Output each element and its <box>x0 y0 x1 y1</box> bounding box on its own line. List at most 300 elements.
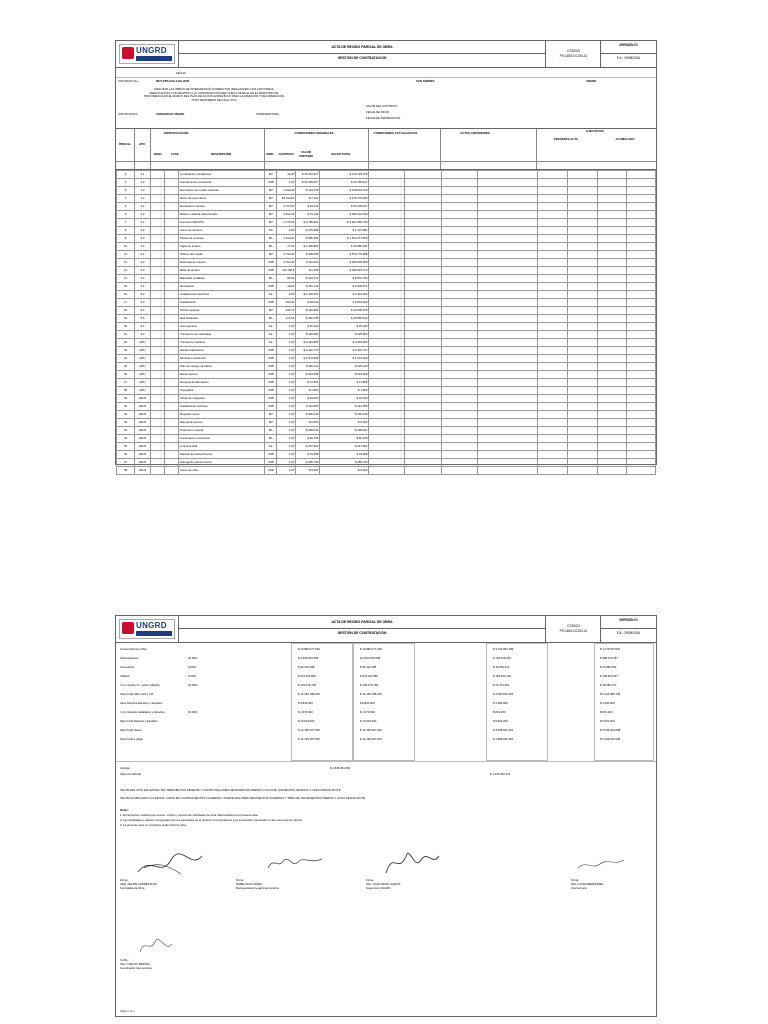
table-cell <box>597 275 626 283</box>
table-cell: APU2 <box>135 467 151 475</box>
table-cell <box>537 179 567 187</box>
table-cell <box>567 419 597 427</box>
table-cell <box>369 227 405 235</box>
table-cell <box>626 347 655 355</box>
table-cell <box>441 243 477 251</box>
table-cell <box>441 323 477 331</box>
table-cell: $ 2.785.961 <box>296 219 320 227</box>
table-cell: 4.1 <box>135 251 151 259</box>
table-cell: $ 4.947.866.736 <box>320 219 369 227</box>
amortized-label: Valor Amortizado <box>120 772 142 776</box>
table-cell <box>151 395 165 403</box>
table-cell <box>405 251 441 259</box>
document-subtitle: GESTIÓN DE CONTRATACIÓN <box>337 56 387 60</box>
summary-cell: $ 14.184.788.215 <box>298 692 320 696</box>
table-cell <box>597 235 626 243</box>
summary-cell: $ 1.679.600 <box>360 710 375 714</box>
table-cell <box>567 283 597 291</box>
table-cell: $ 26.556.632 <box>320 315 369 323</box>
table-cell <box>369 387 405 395</box>
table-cell <box>537 315 567 323</box>
table-cell <box>165 387 179 395</box>
contract-value-label: VALOR DEL CONTRATO <box>366 104 398 108</box>
logo-bar <box>136 631 172 636</box>
table-cell: 2.763,00 <box>277 259 296 267</box>
table-cell: APU <box>135 371 151 379</box>
table-cell: $ 267.962 <box>296 443 320 451</box>
table-cell <box>369 251 405 259</box>
table-cell <box>405 235 441 243</box>
items-table <box>116 170 656 475</box>
table-cell <box>537 171 567 179</box>
summary-cell: $ 813.200 <box>600 710 613 714</box>
summary-cell: 23,90% <box>188 656 198 660</box>
table-cell: $ 2.285 <box>296 267 320 275</box>
table-cell <box>151 355 165 363</box>
summary-cell: $ 5.093.200 <box>600 719 615 723</box>
table-cell: 13 <box>117 267 135 275</box>
table-cell: APU2 <box>135 419 151 427</box>
table-cell <box>369 235 405 243</box>
table-cell <box>165 411 179 419</box>
table-cell <box>597 443 626 451</box>
table-cell <box>626 171 655 179</box>
amortized-row <box>120 772 652 776</box>
table-cell <box>151 323 165 331</box>
table-cell <box>626 379 655 387</box>
table-cell <box>405 403 441 411</box>
table-cell: 8 <box>117 227 135 235</box>
signature-3-ink <box>381 848 441 878</box>
table-cell: $ 4.494.965 <box>320 339 369 347</box>
table-cell <box>151 371 165 379</box>
table-cell: $ 7.431 <box>296 195 320 203</box>
summary-cell: Utilidad <box>120 674 130 678</box>
table-row <box>117 435 656 443</box>
table-cell: Pilotes de concreto <box>179 235 265 243</box>
table-cell: Instalaciones eléctricas <box>179 291 265 299</box>
table-cell: $ 634.908 <box>320 371 369 379</box>
table-cell <box>369 459 405 467</box>
table-cell: 33 <box>117 427 135 435</box>
table-cell: $ 8.872.792 <box>320 275 369 283</box>
table-cell: $ 2.401.064 <box>320 291 369 299</box>
table-cell: Rampa de acceso <box>179 419 265 427</box>
table-row <box>117 179 656 187</box>
table-cell <box>165 427 179 435</box>
table-cell <box>626 419 655 427</box>
table-cell: Tablero del muelle <box>179 251 265 259</box>
table-cell <box>537 387 567 395</box>
table-cell <box>151 251 165 259</box>
table-cell <box>405 307 441 315</box>
table-cell <box>597 379 626 387</box>
table-cell <box>477 267 537 275</box>
summary-cell: $ 8.840.000 <box>360 701 375 705</box>
table-cell <box>626 323 655 331</box>
table-cell: 3.4 <box>135 243 151 251</box>
table-cell <box>151 459 165 467</box>
table-cell: $ 239.041 <box>296 427 320 435</box>
table-cell <box>626 203 655 211</box>
table-cell <box>477 403 537 411</box>
table-cell <box>441 411 477 419</box>
summary-cell: $ 14.195.307.815 <box>360 728 382 732</box>
table-cell: ML <box>265 235 277 243</box>
table-cell: Cierre de obra <box>179 467 265 475</box>
table-cell <box>165 323 179 331</box>
table-cell: $ 4.494.965 <box>296 339 320 347</box>
table-cell <box>151 283 165 291</box>
table-cell: 9 <box>117 235 135 243</box>
table-cell <box>597 227 626 235</box>
table-cell <box>441 171 477 179</box>
table-cell <box>441 315 477 323</box>
table-cell <box>477 451 537 459</box>
summary-cell: $ 39.680.270 <box>600 683 617 687</box>
col-accumulated: ACUMULADO <box>615 137 635 141</box>
table-cell <box>567 291 597 299</box>
table-cell <box>567 331 597 339</box>
table-cell <box>151 315 165 323</box>
table-cell: 5 <box>117 203 135 211</box>
table-cell: 174,64 <box>277 315 296 323</box>
start-date-label: FECHA DE INICIO <box>366 110 390 114</box>
table-cell <box>441 403 477 411</box>
table-cell: APU <box>135 379 151 387</box>
summary-cell: $ 5.449.643.938 <box>600 728 621 732</box>
summary-row <box>118 737 654 741</box>
summary-cell: $ 748.228.263 <box>493 656 511 660</box>
table-cell: 111.158,5 <box>277 267 296 275</box>
table-cell <box>567 267 597 275</box>
table-cell: 1,00 <box>277 379 296 387</box>
table-cell <box>369 203 405 211</box>
table-cell <box>537 251 567 259</box>
summary-cell: $ 5.444.550.738 <box>600 692 621 696</box>
table-cell <box>597 243 626 251</box>
table-cell <box>441 363 477 371</box>
summary-cell: $ 14.184.788.215 <box>360 692 382 696</box>
table-cell: 16 <box>117 291 135 299</box>
summary-cell: Valor Total Diseños y Estudios <box>120 719 158 723</box>
table-cell <box>597 331 626 339</box>
table-cell <box>405 395 441 403</box>
table-cell <box>537 299 567 307</box>
table-cell <box>165 299 179 307</box>
table-cell <box>597 339 626 347</box>
table-cell <box>369 371 405 379</box>
table-cell <box>626 291 655 299</box>
table-cell: $ 161.143 <box>296 283 320 291</box>
table-cell <box>441 179 477 187</box>
table-cell <box>626 187 655 195</box>
table-cell: APU2 <box>135 459 151 467</box>
table-cell <box>597 435 626 443</box>
summary-cell: $ 3.130.662.189 <box>493 647 514 651</box>
table-cell: 64.159,61 <box>277 195 296 203</box>
table-cell <box>567 451 597 459</box>
table-cell: UND <box>265 355 277 363</box>
table-cell: $ 276.996 <box>296 227 320 235</box>
table-cell <box>597 395 626 403</box>
table-cell <box>165 275 179 283</box>
table-cell <box>567 403 597 411</box>
table-cell: UND <box>265 283 277 291</box>
table-row <box>117 443 656 451</box>
table-cell: 26 <box>117 371 135 379</box>
table-cell <box>405 459 441 467</box>
table-cell: M2 <box>265 419 277 427</box>
table-cell <box>597 203 626 211</box>
table-cell: $ 23.155.527 <box>320 179 369 187</box>
logo-bar <box>136 56 172 61</box>
table-cell <box>477 219 537 227</box>
table-cell <box>567 171 597 179</box>
table-cell: UND <box>265 467 277 475</box>
summary-row <box>118 656 654 660</box>
table-cell <box>441 379 477 387</box>
summary-cell: 19,00% <box>188 683 198 687</box>
table-cell: 17,00 <box>277 243 296 251</box>
table-cell: $ 267.962 <box>320 443 369 451</box>
table-cell: $ 634.908 <box>296 371 320 379</box>
table-cell: 136,72 <box>277 307 296 315</box>
table-cell <box>597 171 626 179</box>
document-title: ACTA DE RECIBO PARCIAL DE OBRA <box>331 45 393 49</box>
table-cell <box>626 211 655 219</box>
table-cell <box>537 323 567 331</box>
table-cell <box>477 315 537 323</box>
table-cell <box>477 459 537 467</box>
table-cell: Buceo técnico <box>179 371 265 379</box>
summary-cell: $ 4.280.000 <box>600 701 615 705</box>
table-cell: 2 <box>117 179 135 187</box>
table-cell <box>537 459 567 467</box>
table-cell <box>405 411 441 419</box>
summary-cell: Valor Diseños Estudios y Estudios <box>120 701 163 705</box>
table-cell <box>537 235 567 243</box>
table-cell: 1.1 <box>135 171 151 179</box>
table-cell: GL <box>265 331 277 339</box>
table-cell <box>597 411 626 419</box>
table-cell <box>477 307 537 315</box>
table-cell <box>151 299 165 307</box>
table-cell <box>537 275 567 283</box>
table-cell: 1.776,00 <box>277 219 296 227</box>
table-cell <box>567 387 597 395</box>
table-cell: UND <box>265 259 277 267</box>
table-cell <box>369 259 405 267</box>
table-cell <box>597 307 626 315</box>
table-cell <box>537 419 567 427</box>
table-cell: Entrega de planos récord <box>179 459 265 467</box>
table-cell <box>537 435 567 443</box>
table-cell <box>567 275 597 283</box>
table-cell: M3 <box>265 211 277 219</box>
table-cell <box>477 235 537 243</box>
table-cell <box>477 171 537 179</box>
table-cell: 1,00 <box>277 355 296 363</box>
table-cell: 18,00 <box>277 283 296 291</box>
table-cell: 37 <box>117 459 135 467</box>
table-cell: 19 <box>117 315 135 323</box>
table-cell <box>405 331 441 339</box>
table-cell <box>597 419 626 427</box>
summary-cell: $ 4.280.000 <box>493 701 508 705</box>
table-cell <box>626 219 655 227</box>
note-2: 2. Las cantidades y valores consignados son los ejecutados en el periodo correspondiente y se encuentran soportados en las memorias de cálculo. <box>120 818 303 822</box>
table-cell <box>165 331 179 339</box>
table-cell <box>441 291 477 299</box>
table-cell <box>626 411 655 419</box>
table-cell <box>165 171 179 179</box>
table-cell <box>151 171 165 179</box>
table-cell <box>597 323 626 331</box>
table-cell: 1.4 <box>135 195 151 203</box>
table-cell: $ 23.155.527 <box>296 179 320 187</box>
table-cell <box>477 435 537 443</box>
table-cell: GL <box>265 291 277 299</box>
table-cell <box>537 427 567 435</box>
table-cell: 2.743,00 <box>277 251 296 259</box>
table-cell: UND <box>265 451 277 459</box>
table-cell <box>477 251 537 259</box>
table-cell <box>165 259 179 267</box>
summary-cell: $ 14.195.307.815 <box>360 737 382 741</box>
table-cell <box>151 451 165 459</box>
table-cell: $ 1.800 <box>296 387 320 395</box>
table-cell <box>626 331 655 339</box>
table-cell <box>626 315 655 323</box>
table-cell <box>537 243 567 251</box>
table-cell <box>567 323 597 331</box>
table-cell <box>441 219 477 227</box>
table-cell <box>477 347 537 355</box>
table-cell <box>405 259 441 267</box>
table-cell: 6.2 <box>135 331 151 339</box>
table-cell: Bitas de amarre <box>179 267 265 275</box>
table-cell: Pintura epóxica <box>179 307 265 315</box>
table-cell <box>151 467 165 475</box>
table-cell <box>567 243 597 251</box>
table-cell: 100,00 <box>277 299 296 307</box>
table-cell: $ 1.672.409 <box>320 355 369 363</box>
table-row <box>117 459 656 467</box>
table-cell <box>151 419 165 427</box>
table-cell: $ 82.435 <box>320 435 369 443</box>
table-cell: Barandas metálicas <box>179 275 265 283</box>
summary-row <box>118 665 654 669</box>
summary-cell: I.V.A. Diseños detallados y Estudios <box>120 710 165 714</box>
table-cell: 1.040,00 <box>277 187 296 195</box>
table-cell <box>165 419 179 427</box>
ungrd-logo-2 <box>119 619 175 639</box>
table-cell: Red hidráulica <box>179 315 265 323</box>
table-cell <box>165 371 179 379</box>
col-level: NIVEL <box>153 152 163 156</box>
table-cell <box>441 387 477 395</box>
table-cell: M2 <box>265 187 277 195</box>
table-cell: Localización y Replanteo <box>179 171 265 179</box>
table-cell <box>626 179 655 187</box>
table-cell <box>165 459 179 467</box>
summary-cell: $ 998.272.057 <box>600 656 618 660</box>
document-header-2 <box>116 616 656 643</box>
table-cell <box>567 459 597 467</box>
table-cell: 1,00 <box>277 371 296 379</box>
table-cell <box>441 435 477 443</box>
table-row <box>117 291 656 299</box>
table-cell: Excavación manual <box>179 203 265 211</box>
summary-cell: Imprevistos <box>120 665 135 669</box>
col-total: VALOR TOTAL <box>330 152 352 156</box>
summary-row <box>118 674 654 678</box>
table-cell: $ 1.200.532 <box>296 291 320 299</box>
table-cell <box>405 283 441 291</box>
table-cell: 1,00 <box>277 459 296 467</box>
table-cell: 6 <box>117 211 135 219</box>
table-cell: 5.1 <box>135 283 151 291</box>
table-column-headers <box>116 129 656 170</box>
table-cell: 1 <box>117 171 135 179</box>
table-cell <box>369 195 405 203</box>
summary-cell: $ 544.103.882 <box>360 674 378 678</box>
table-cell <box>369 419 405 427</box>
table-cell: 4.2 <box>135 259 151 267</box>
table-cell <box>537 467 567 475</box>
table-cell <box>405 267 441 275</box>
table-cell <box>597 179 626 187</box>
table-cell: $ 570.779.898 <box>320 251 369 259</box>
table-cell <box>405 275 441 283</box>
table-cell: 1,00 <box>277 467 296 475</box>
table-cell <box>165 379 179 387</box>
signature-5-ink <box>136 934 176 958</box>
table-cell <box>405 323 441 331</box>
summary-cell: $ 4.080.818.163 <box>493 692 514 696</box>
table-cell: UND <box>265 179 277 187</box>
table-cell <box>567 179 597 187</box>
table-cell <box>567 379 597 387</box>
table-cell <box>165 363 179 371</box>
table-cell: 30 <box>117 403 135 411</box>
acta-sheet-page-2 <box>115 615 657 1017</box>
table-cell: 27 <box>117 379 135 387</box>
table-cell <box>537 331 567 339</box>
table-cell: 4.914,00 <box>277 211 296 219</box>
table-cell <box>537 355 567 363</box>
table-cell: M3 <box>265 203 277 211</box>
table-row <box>117 427 656 435</box>
table-cell: 20 <box>117 323 135 331</box>
table-cell <box>441 419 477 427</box>
table-cell: GL <box>265 339 277 347</box>
document-code-2: CÓDIGO FR-1603-GCON-41 <box>559 624 588 633</box>
table-cell: APU2 <box>135 411 151 419</box>
table-row <box>117 267 656 275</box>
table-cell <box>151 195 165 203</box>
table-cell <box>369 307 405 315</box>
table-cell <box>626 339 655 347</box>
table-cell: 28 <box>117 387 135 395</box>
table-cell <box>405 363 441 371</box>
document-header <box>116 41 656 68</box>
table-cell <box>597 195 626 203</box>
table-cell: Ensayos de laboratorio <box>179 379 265 387</box>
table-row <box>117 363 656 371</box>
table-cell <box>151 339 165 347</box>
